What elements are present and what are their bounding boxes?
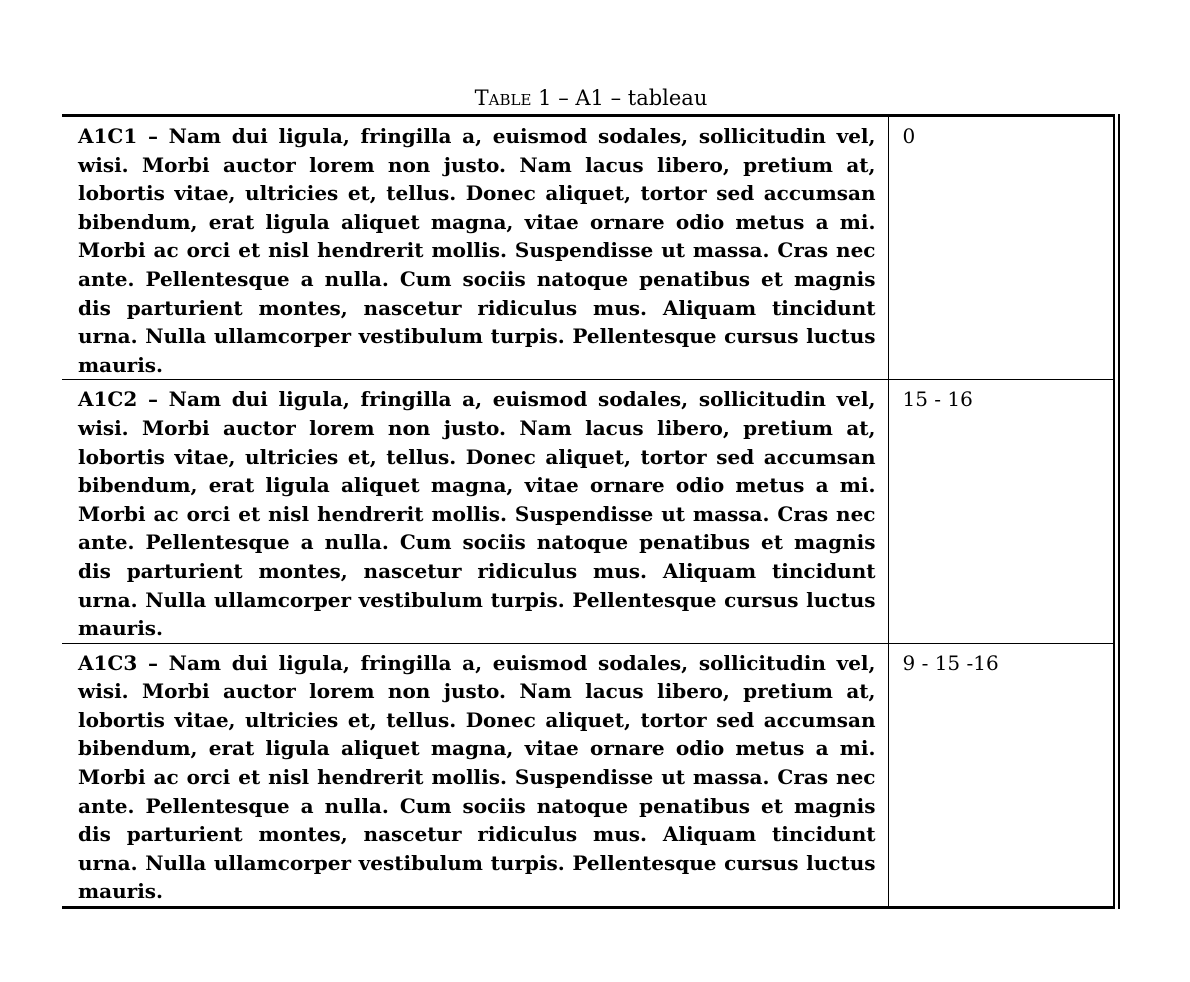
row-text: Nam dui ligula, fringilla a, euismod sodales, sollicitudin vel, wisi. Morbi auctor lorem non justo. Nam lacus libero, pretium at, lobortis vitae, ultricies et, tellus. Donec aliquet, tortor sed accumsan bibendum, erat ligula aliquet magna, vitae ornare odio metus a mi. Morbi ac orci et nisl hendrerit mollis. Suspendisse ut massa. Cras nec ante. Pellentesque a nulla. Cum sociis natoque penatibus et magnis dis parturient montes, nascetur ridiculus mus. Aliquam tincidunt urna. Nulla ullamcorper vestibulum turpis. Pellentesque cursus luctus mauris. [78,650,876,904]
row-dash: – [147,650,158,675]
row-value: 15 - 16 [888,380,1117,643]
row-id: A1C3 [78,650,138,675]
row-text: Nam dui ligula, fringilla a, euismod sodales, sollicitudin vel, wisi. Morbi auctor lorem non justo. Nam lacus libero, pretium at, lobortis vitae, ultricies et, tellus. Donec aliquet, tortor sed accumsan bibendum, erat ligula aliquet magna, vitae ornare odio metus a mi. Morbi ac orci et nisl hendrerit mollis. Suspendisse ut massa. Cras nec ante. Pellentesque a nulla. Cum sociis natoque penatibus et magnis dis parturient montes, nascetur ridiculus mus. Aliquam tincidunt urna. Nulla ullamcorper vestibulum turpis. Pellentesque cursus luctus mauris. [78,387,876,641]
description-cell [62,380,888,643]
row-text: Nam dui ligula, fringilla a, euismod sodales, sollicitudin vel, wisi. Morbi auctor lorem non justo. Nam lacus libero, pretium at, lobortis vitae, ultricies et, tellus. Donec aliquet, tortor sed accumsan bibendum, erat ligula aliquet magna, vitae ornare odio metus a mi. Morbi ac orci et nisl hendrerit mollis. Suspendisse ut massa. Cras nec ante. Pellentesque a nulla. Cum sociis natoque penatibus et magnis dis parturient montes, nascetur ridiculus mus. Aliquam tincidunt urna. Nulla ullamcorper vestibulum turpis. Pellentesque cursus luctus mauris. [78,124,876,377]
description-cell [62,643,888,907]
description-cell [62,116,888,380]
row-value: 0 [888,116,1117,380]
data-table [62,114,1120,909]
caption-label: Table [474,86,532,110]
table-row [62,380,1117,643]
row-dash: – [147,387,158,412]
table-row [62,116,1117,380]
row-dash: – [147,124,158,148]
caption-number: 1 [538,86,552,110]
caption-separator: – [558,86,569,110]
row-id: A1C2 [78,387,138,412]
row-value: 9 - 15 -16 [888,643,1117,907]
table-row [62,643,1117,907]
table-caption [62,86,1120,110]
row-id: A1C1 [78,124,138,148]
caption-title: A1 – tableau [575,86,708,110]
